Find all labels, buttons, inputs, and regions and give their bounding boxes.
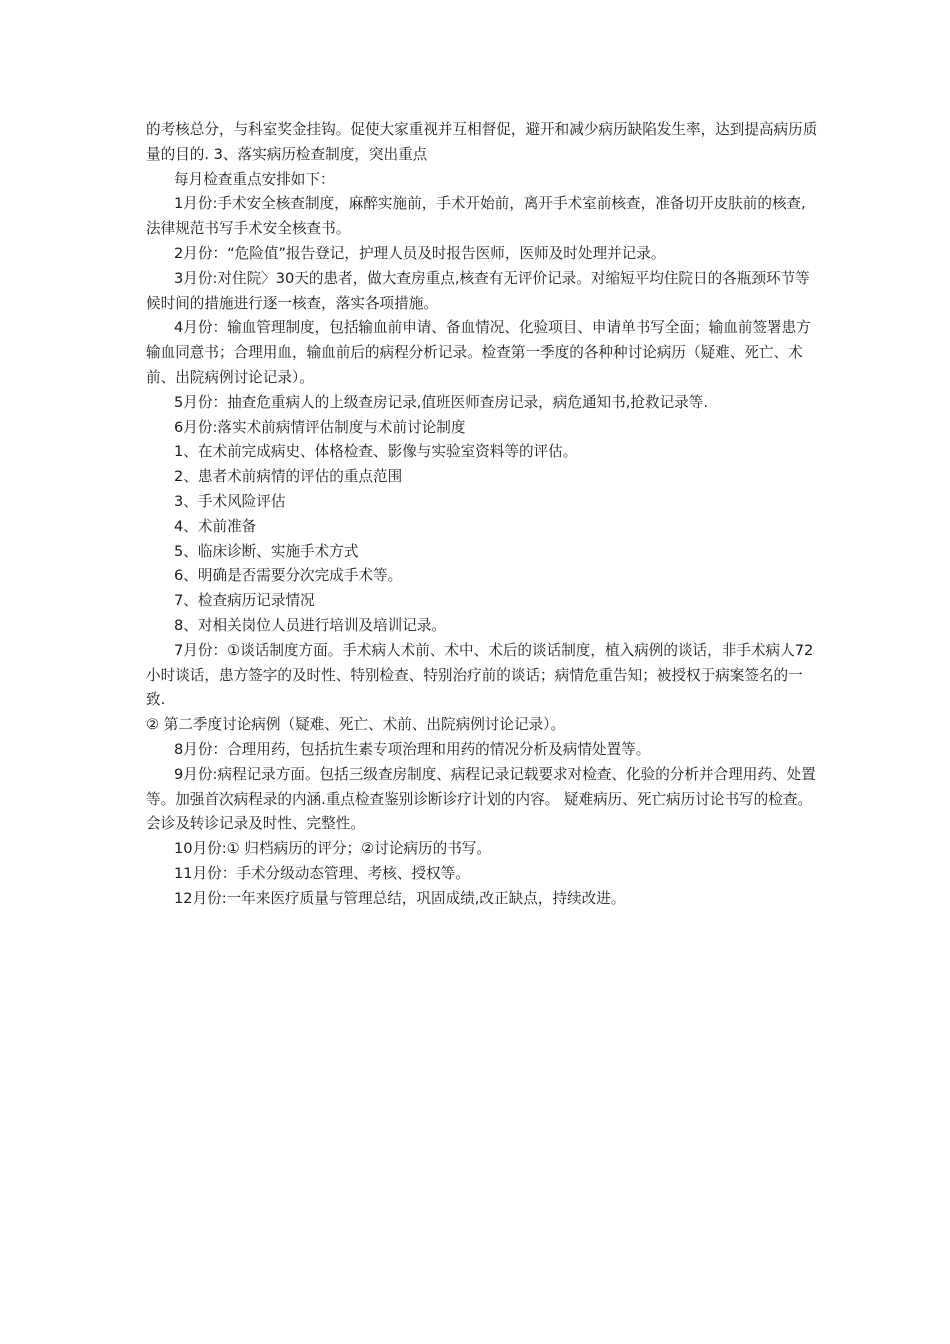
list-item: 8、对相关岗位人员进行培训及培训记录。 [174,616,446,634]
paragraph-march: 3月份:对住院〉30天的患者，做大查房重点,核查有无评价记录。对缩短平均住院日的各瓶颈环节等候时间的措施进行逐一核查，落实各项措施。 [146,269,810,312]
paragraph-november: 11月份：手术分级动态管理、考核、授权等。 [174,864,470,882]
list-item: 1、在术前完成病史、体格检查、影像与实验室资料等的评估。 [174,443,578,461]
paragraph-schedule-heading: 每月检查重点安排如下： [174,170,335,188]
paragraph-april: 4月份：输血管理制度，包括输血前申请、备血情况、化验项目、申请单书写全面；输血前签署患方输血同意书；合理用血，输血前后的病程分析记录。检查第一季度的各种种讨论病历（疑难、死亡、术前、出院病例讨论记录）。 [146,319,811,386]
list-item: 4、术前准备 [174,517,257,535]
paragraph-december: 12月份:一年来医疗质量与管理总结，巩固成绩,改正缺点，持续改进。 [174,889,626,907]
paragraph-intro: 的考核总分，与科室奖金挂钩。促使大家重视并互相督促，避开和减少病历缺陷发生率，达到提高病历质量的目的. 3、落实病历检查制度，突出重点 [146,121,818,163]
paragraph-may: 5月份：抽查危重病人的上级查房记录,值班医师查房记录，病危通知书,抢救记录等. [174,393,708,411]
list-item: 3、手术风险评估 [174,492,286,510]
paragraph-july: 7月份：①谈话制度方面。手术病人术前、术中、术后的谈话制度，植入病例的谈话，非手术病人72小时谈话，患方签字的及时性、特别检查、特别治疗前的谈话；病情危重告知；被授权于病案签名的一致. [146,641,814,709]
paragraph-june: 6月份:落实术前病情评估制度与术前讨论制度 [174,418,466,436]
paragraph-january: 1月份:手术安全核查制度，麻醉实施前，手术开始前，离开手术室前核查，准备切开皮肤前的核查,法律规范书写手术安全核查书。 [146,195,806,238]
list-item: 5、临床诊断、实施手术方式 [174,542,359,560]
list-item: 7、检查病历记录情况 [174,592,315,610]
paragraph-october: 10月份:① 归档病历的评分；②讨论病历的书写。 [174,840,491,858]
paragraph-august: 8月份：合理用药，包括抗生素专项治理和用药的情况分析及病情处置等。 [174,740,651,758]
list-item: 2、患者术前病情的评估的重点范围 [174,468,403,486]
list-item: 6、明确是否需要分次完成手术等。 [174,567,403,585]
paragraph-july-item-2: ② 第二季度讨论病例（疑难、死亡、术前、出院病例讨论记录）。 [146,716,566,734]
document-body [146,118,818,912]
paragraph-february: 2月份：“危险值”报告登记，护理人员及时报告医师，医师及时处理并记录。 [174,244,666,262]
paragraph-september: 9月份:病程记录方面。包括三级查房制度、病程记录记载要求对检查、化验的分析并合理用药、处置等。加强首次病程录的内涵.重点检查鉴别诊断诊疗计划的内容。 疑难病历、死亡病历讨论书写的检查。会诊及转诊记录及时性、完整性。 [146,765,816,833]
